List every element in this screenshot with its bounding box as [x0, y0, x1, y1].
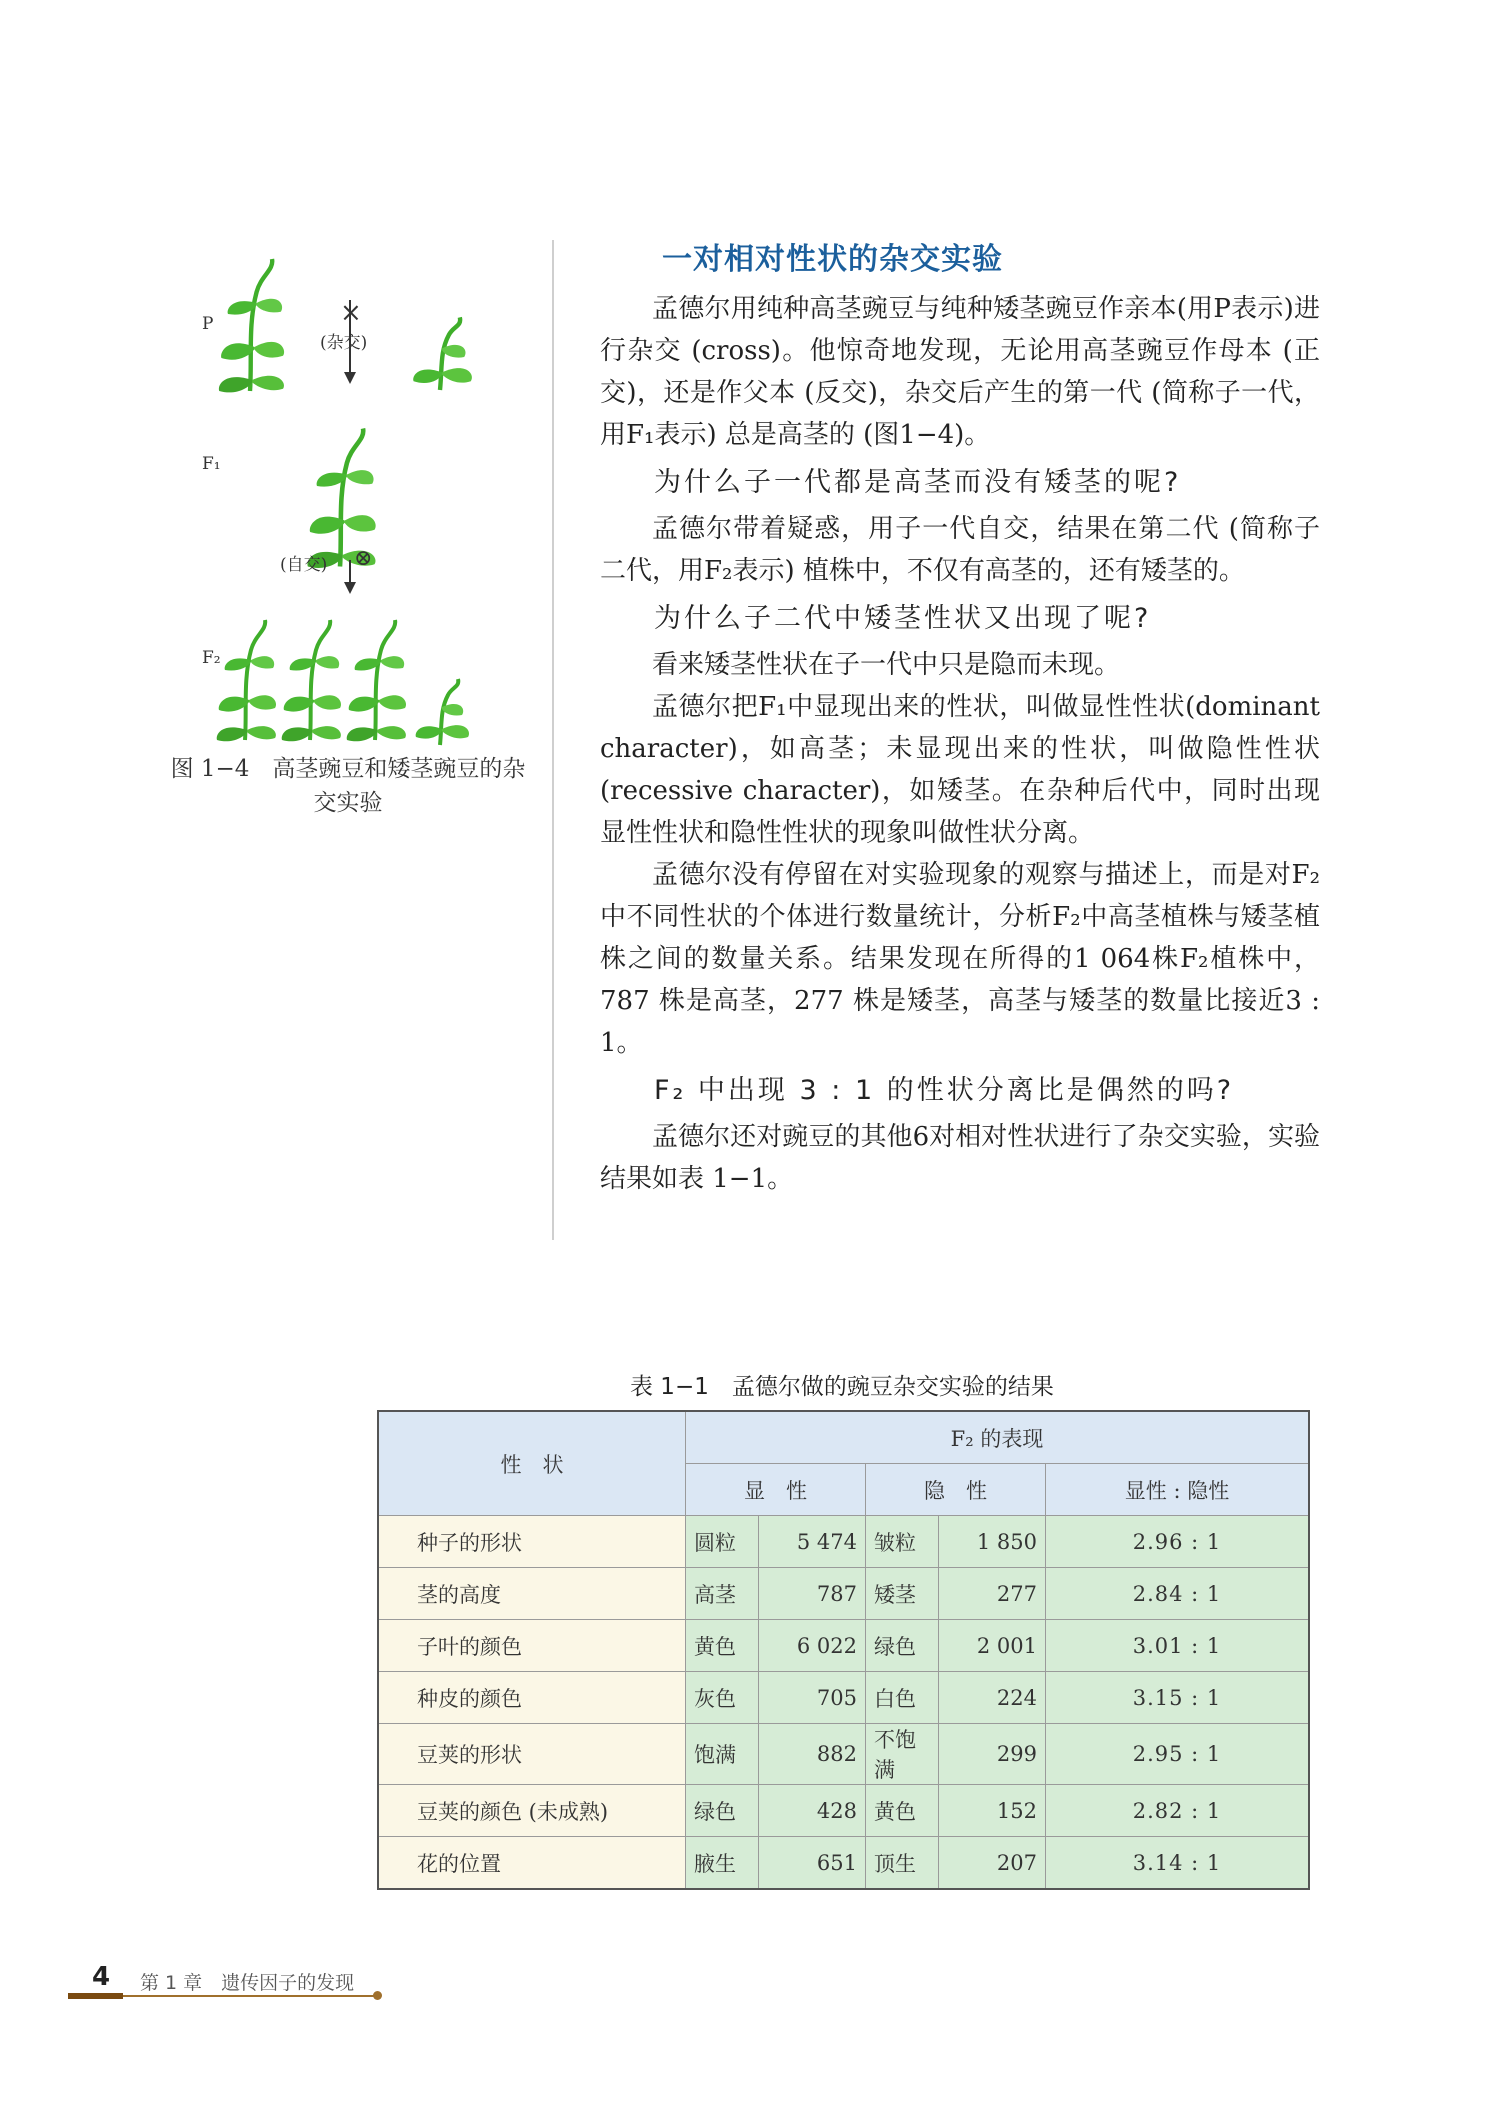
trait-cell: 豆荚的颜色 (未成熟) [378, 1785, 686, 1837]
header-recessive: 隐 性 [866, 1464, 1046, 1516]
trait-cell: 茎的高度 [378, 1568, 686, 1620]
recessive-label: 白色 [866, 1672, 939, 1724]
question: 为什么子二代中矮茎性状又出现了呢? [654, 603, 1152, 634]
chapter-title: 第 1 章 遗传因子的发现 [140, 1972, 355, 1994]
recessive-count: 2 001 [939, 1620, 1046, 1672]
f2-plant-4 [416, 679, 469, 745]
recessive-label: 不饱满 [866, 1724, 939, 1785]
ratio-cell: 3.15 : 1 [1046, 1672, 1310, 1724]
paragraph: 孟德尔带着疑惑，用子一代自交，结果在第二代 (简称子二代，用F₂表示) 植株中，不仅有高茎的，还有矮茎的。 [600, 514, 1320, 586]
trait-cell: 豆荚的形状 [378, 1724, 686, 1785]
ratio-cell: 2.95 : 1 [1046, 1724, 1310, 1785]
recessive-label: 皱粒 [866, 1516, 939, 1568]
dominant-count: 5 474 [759, 1516, 866, 1568]
question: F₂ 中出现 3 : 1 的性状分离比是偶然的吗? [654, 1075, 1235, 1106]
table-row [378, 1620, 1309, 1672]
f2-plant-2 [282, 620, 341, 741]
dominant-label: 黄色 [686, 1620, 759, 1672]
paragraph: 看来矮茎性状在子一代中只是隐而未现。 [652, 650, 1121, 680]
recessive-label: 矮茎 [866, 1568, 939, 1620]
dominant-label: 灰色 [686, 1672, 759, 1724]
ratio-cell: 3.14 : 1 [1046, 1837, 1310, 1890]
table-row [378, 1568, 1309, 1620]
dominant-label: 饱满 [686, 1724, 759, 1785]
header-trait: 性 状 [378, 1411, 686, 1516]
cross-symbol: × [340, 298, 362, 328]
table-row [378, 1785, 1309, 1837]
paragraph: 孟德尔还对豌豆的其他6对相对性状进行了杂交实验，实验结果如表 1−1。 [600, 1122, 1320, 1194]
dominant-label: 腋生 [686, 1837, 759, 1890]
label-f1: F₁ [202, 454, 221, 474]
footer-rule [123, 1995, 375, 1997]
ratio-cell: 2.96 : 1 [1046, 1516, 1310, 1568]
recessive-count: 224 [939, 1672, 1046, 1724]
trait-cell: 种皮的颜色 [378, 1672, 686, 1724]
paragraph: 孟德尔把F₁中显现出来的性状，叫做显性性状(dominant character)，如高茎；未显现出来的性状，叫做隐性性状(recessive character)，如矮茎。在杂种后代中，同时出现显性性状和隐性性状的现象叫做性状分离。 [600, 692, 1320, 848]
parent-tall-plant [219, 259, 284, 392]
label-f2: F₂ [202, 648, 221, 668]
results-table [377, 1410, 1310, 1890]
dominant-label: 圆粒 [686, 1516, 759, 1568]
ratio-cell: 2.84 : 1 [1046, 1568, 1310, 1620]
f2-plant-3 [347, 620, 406, 741]
section-title: 一对相对性状的杂交实验 [662, 242, 1003, 277]
table-caption: 表 1−1 孟德尔做的豌豆杂交实验的结果 [630, 1374, 1054, 1400]
trait-cell: 子叶的颜色 [378, 1620, 686, 1672]
label-self: (自交) [280, 555, 328, 575]
self-symbol: ⊗ [354, 546, 373, 571]
recessive-label: 黄色 [866, 1785, 939, 1837]
dominant-count: 428 [759, 1785, 866, 1837]
dominant-label: 绿色 [686, 1785, 759, 1837]
label-cross: (杂交) [320, 333, 368, 353]
main-text [600, 234, 1320, 1200]
footer-bar [68, 1993, 123, 1999]
ratio-cell: 3.01 : 1 [1046, 1620, 1310, 1672]
table-row [378, 1672, 1309, 1724]
header-f2: F₂ 的表现 [686, 1411, 1310, 1464]
table-row [378, 1516, 1309, 1568]
ratio-cell: 2.82 : 1 [1046, 1785, 1310, 1837]
trait-cell: 花的位置 [378, 1837, 686, 1890]
recessive-count: 277 [939, 1568, 1046, 1620]
dominant-count: 705 [759, 1672, 866, 1724]
recessive-count: 152 [939, 1785, 1046, 1837]
paragraph: 孟德尔用纯种高茎豌豆与纯种矮茎豌豆作亲本(用P表示)进行杂交 (cross)。他惊奇地发现，无论用高茎豌豆作母本 (正交)，还是作父本 (反交)，杂交后产生的第一代 (简称子一代，用F₁表示) 总是高茎的 (图1−4)。 [600, 294, 1320, 450]
recessive-count: 207 [939, 1837, 1046, 1890]
question: 为什么子一代都是高茎而没有矮茎的呢? [654, 467, 1182, 498]
recessive-label: 顶生 [866, 1837, 939, 1890]
dominant-count: 787 [759, 1568, 866, 1620]
paragraph: 孟德尔没有停留在对实验现象的观察与描述上，而是对F₂中不同性状的个体进行数量统计，分析F₂中高茎植株与矮茎植株之间的数量关系。结果发现在所得的1 064株F₂植株中，787 株是高茎，277 株是矮茎，高茎与矮茎的数量比接近3 : 1。 [600, 860, 1320, 1058]
recessive-count: 1 850 [939, 1516, 1046, 1568]
f2-plant-1 [217, 620, 276, 741]
page-number: 4 [92, 1962, 111, 1992]
label-p: P [202, 314, 214, 334]
dominant-label: 高茎 [686, 1568, 759, 1620]
table-row [378, 1724, 1309, 1785]
header-dominant: 显 性 [686, 1464, 866, 1516]
table-row [378, 1837, 1309, 1890]
dominant-count: 6 022 [759, 1620, 866, 1672]
dominant-count: 651 [759, 1837, 866, 1890]
trait-cell: 种子的形状 [378, 1516, 686, 1568]
header-ratio: 显性 : 隐性 [1046, 1464, 1310, 1516]
figure-caption: 图 1−4 高茎豌豆和矮茎豌豆的杂交实验 [170, 756, 526, 816]
recessive-count: 299 [939, 1724, 1046, 1785]
footer-dot [373, 1991, 382, 2000]
recessive-label: 绿色 [866, 1620, 939, 1672]
parent-short-plant [413, 317, 472, 390]
column-divider [552, 240, 554, 1240]
dominant-count: 882 [759, 1724, 866, 1785]
